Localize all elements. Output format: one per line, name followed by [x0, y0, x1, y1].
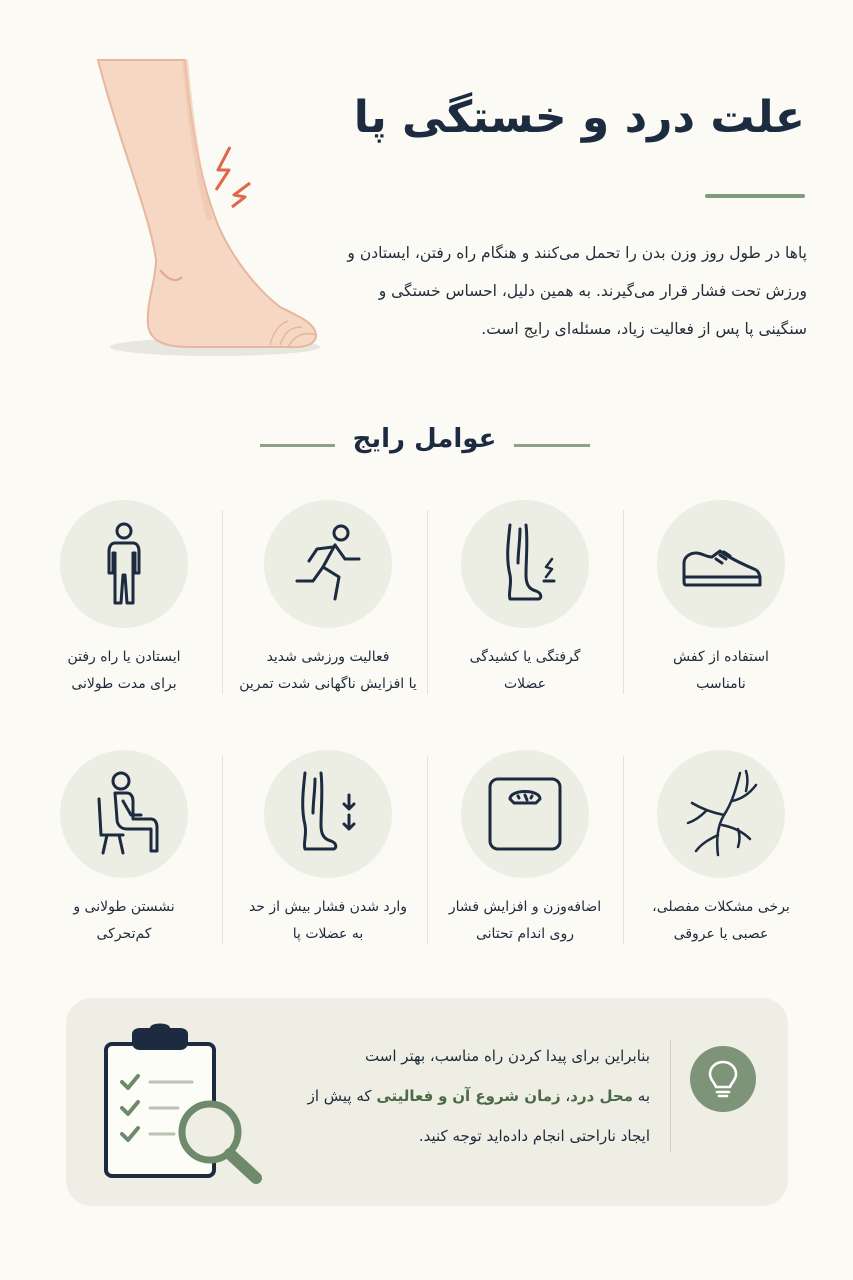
sitting-person-icon [79, 769, 169, 859]
tip-badge [690, 1046, 756, 1112]
factor-card [425, 500, 625, 710]
factor-card [425, 750, 625, 960]
tip-divider [670, 1040, 671, 1152]
factor-card [24, 750, 224, 960]
section-heading: عوامل رایج [352, 424, 497, 454]
heading-rule-left [260, 444, 335, 447]
heading-rule-right [514, 444, 590, 447]
factor-label: وارد شدن فشار بیش از حد به عضلات پا [248, 899, 408, 942]
standing-person-icon [79, 519, 169, 609]
veins-icon [676, 769, 766, 859]
factor-label: گرفتگی یا کشیدگی عضلات [469, 649, 581, 692]
pain-spark-icon [216, 147, 250, 207]
factor-label: اضافه‌وزن و افزایش فشار روی اندام تحتانی [448, 899, 602, 942]
tip-text: بنابراین برای پیدا کردن راه مناسب، بهتر است به محل درد، زمان شروع آن و فعالیتی که پیش از ایجاد ناراحتی انجام داده‌اید توجه کنید. [307, 1047, 650, 1145]
weight-scale-icon [480, 769, 570, 859]
factor-label: برخی مشکلات مفصلی، عصبی یا عروقی [652, 899, 790, 942]
running-person-icon [283, 519, 373, 609]
factor-label: ایستادن یا راه رفتن برای مدت طولانی [67, 649, 181, 692]
factor-card [621, 500, 821, 710]
factor-card [24, 500, 224, 710]
checklist-magnifier-icon [98, 1022, 268, 1188]
leg-cramp-icon [480, 519, 570, 609]
leg-pressure-icon [283, 769, 373, 859]
factor-label: فعالیت ورزشی شدید یا افزایش ناگهانی شدت تمرین [239, 649, 417, 692]
factor-card [228, 500, 428, 710]
factor-card [621, 750, 821, 960]
lightbulb-icon [703, 1058, 743, 1100]
factor-label: نشستن طولانی و کم‌تحرکی [73, 899, 175, 942]
title-underline [705, 194, 805, 198]
factor-label: استفاده از کفش نامناسب [673, 649, 769, 692]
shoe-icon [676, 519, 766, 609]
page-title: علت درد و خستگی پا [353, 92, 805, 143]
factor-card [228, 750, 428, 960]
foot-illustration [90, 55, 340, 365]
intro-paragraph: پاها در طول روز وزن بدن را تحمل می‌کنند و هنگام راه رفتن، ایستادن و ورزش تحت فشار قرار می‌گیرند. به همین دلیل، احساس خستگی و سنگینی پا پس از فعالیت زیاد، مسئله‌ای رایج است. [347, 244, 807, 338]
